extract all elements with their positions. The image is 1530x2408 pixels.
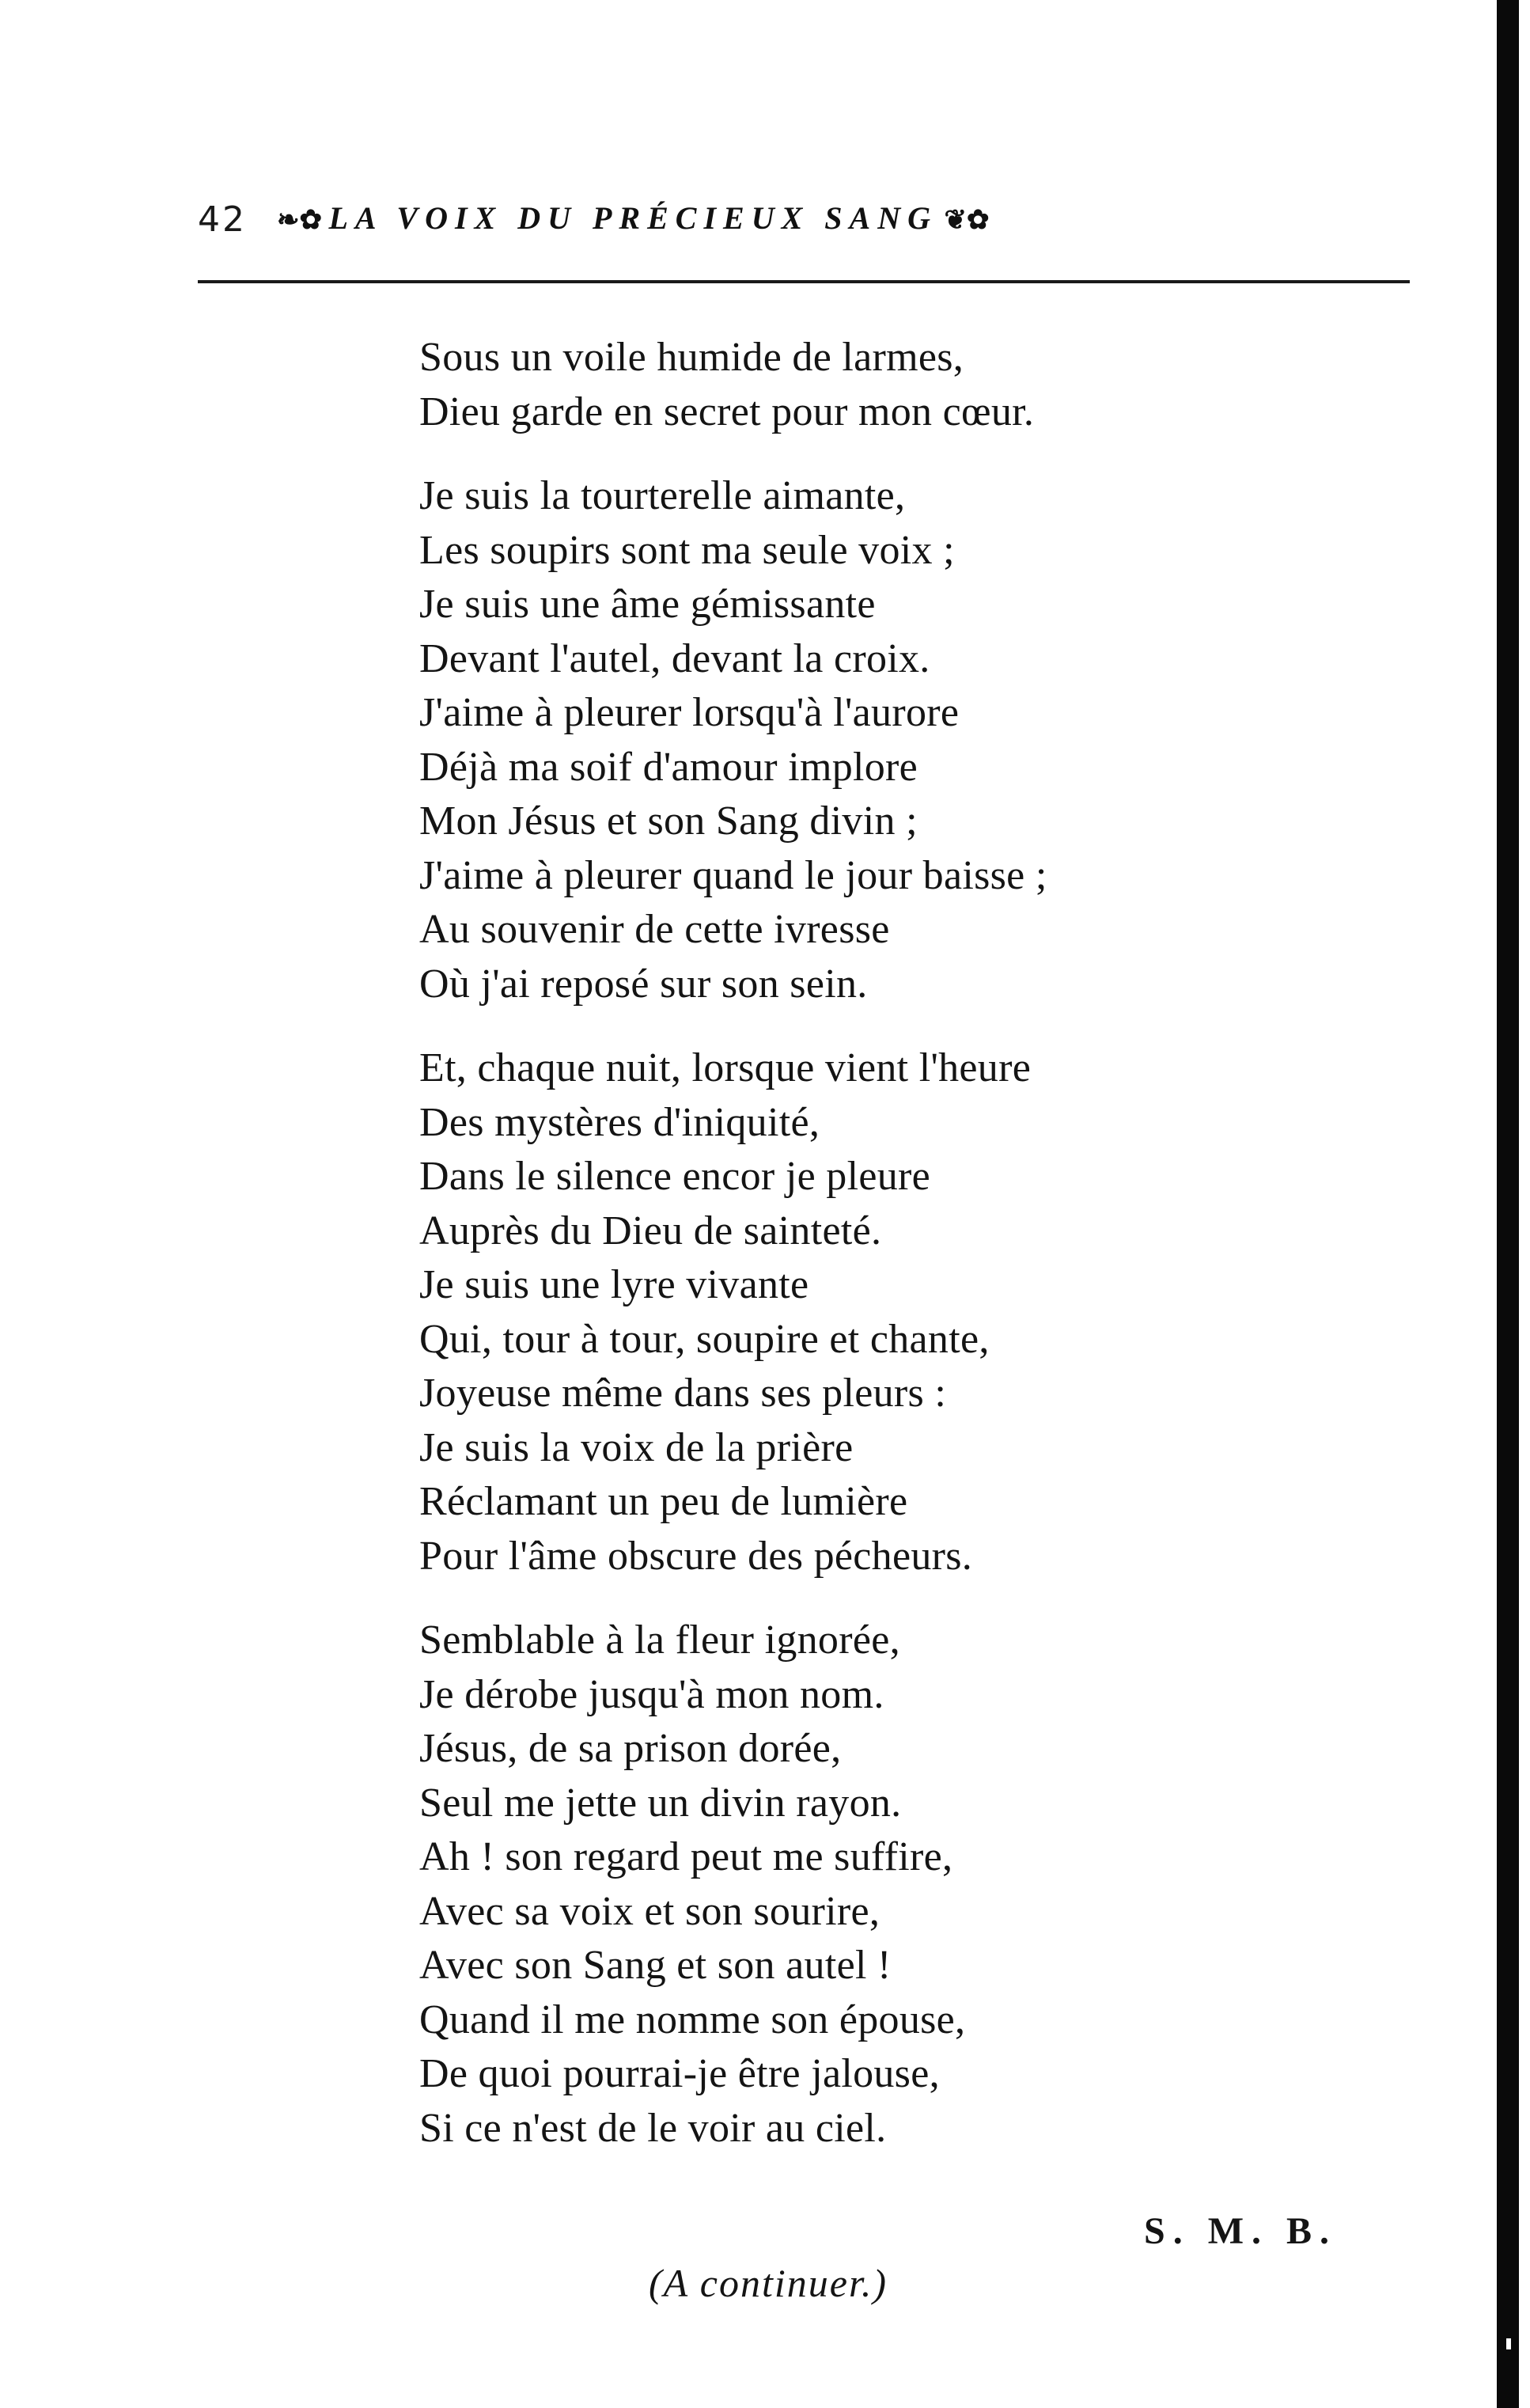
stanza	[419, 1614, 1369, 2156]
verse-line: Je suis la voix de la prière	[419, 1424, 854, 1470]
verse-line: Si ce n'est de le voir au ciel.	[419, 2105, 887, 2151]
verse-line: De quoi pourrai-je être jalouse,	[419, 2051, 940, 2096]
verse-line: Des mystères d'iniquité,	[419, 1099, 820, 1145]
verse-line: J'aime à pleurer lorsqu'à l'aurore	[419, 690, 960, 735]
verse-line: Je dérobe jusqu'à mon nom.	[419, 1671, 884, 1717]
verse-line: Pour l'âme obscure des pécheurs.	[419, 1533, 973, 1579]
stanza	[419, 469, 1369, 1011]
verse-line: Quand il me nomme son épouse,	[419, 1997, 966, 2042]
verse-line: Je suis une lyre vivante	[419, 1262, 809, 1307]
verse-line: Mon Jésus et son Sang divin ;	[419, 798, 918, 844]
verse-line: Dans le silence encor je pleure	[419, 1154, 930, 1199]
continuation-note: (A continuer.)	[649, 2261, 888, 2305]
verse-line: Ah ! son regard peut me suffire,	[419, 1834, 953, 1879]
verse-line: Je suis la tourterelle aimante,	[419, 473, 906, 518]
page-edge-bar	[1497, 0, 1519, 2408]
verse-line: Au souvenir de cette ivresse	[419, 907, 890, 952]
page-edge-mark	[1506, 2338, 1511, 2349]
ornament-right-icon: ❦✿	[937, 206, 990, 235]
verse-line: Qui, tour à tour, soupire et chante,	[419, 1316, 990, 1362]
verse-line: J'aime à pleurer quand le jour baisse ;	[419, 852, 1047, 898]
verse-line: Dieu garde en secret pour mon cœur.	[419, 389, 1035, 434]
verse-line: Avec sa voix et son sourire,	[419, 1888, 881, 1934]
verse-line: Je suis une âme gémissante	[419, 582, 876, 627]
ornament-left-icon: ❧✿	[277, 206, 329, 235]
verse-line: Les soupirs sont ma seule voix ;	[419, 527, 955, 573]
verse-line: Seul me jette un divin rayon.	[419, 1780, 902, 1826]
verse-line: Semblable à la fleur ignorée,	[419, 1617, 900, 1663]
verse-line: Joyeuse même dans ses pleurs :	[419, 1371, 947, 1416]
poem	[419, 331, 1369, 2186]
running-title-text: LA VOIX DU PRÉCIEUX SANG	[328, 200, 937, 236]
running-head	[198, 196, 1410, 252]
verse-line: Devant l'autel, devant la croix.	[419, 635, 930, 681]
running-title	[277, 196, 1394, 243]
verse-line: Jésus, de sa prison dorée,	[419, 1726, 842, 1771]
verse-line: Avec son Sang et son autel !	[419, 1943, 892, 1988]
page-number: 42	[198, 199, 247, 240]
signature: S. M. B.	[1144, 2210, 1338, 2252]
verse-line: Auprès du Dieu de sainteté.	[419, 1208, 882, 1253]
stanza	[419, 331, 1369, 439]
verse-line: Réclamant un peu de lumière	[419, 1479, 908, 1524]
verse-line: Sous un voile humide de larmes,	[419, 335, 964, 380]
header-rule	[198, 280, 1410, 283]
verse-line: Et, chaque nuit, lorsque vient l'heure	[419, 1045, 1032, 1090]
verse-line: Déjà ma soif d'amour implore	[419, 744, 918, 790]
verse-line: Où j'ai reposé sur son sein.	[419, 961, 868, 1007]
stanza	[419, 1041, 1369, 1583]
